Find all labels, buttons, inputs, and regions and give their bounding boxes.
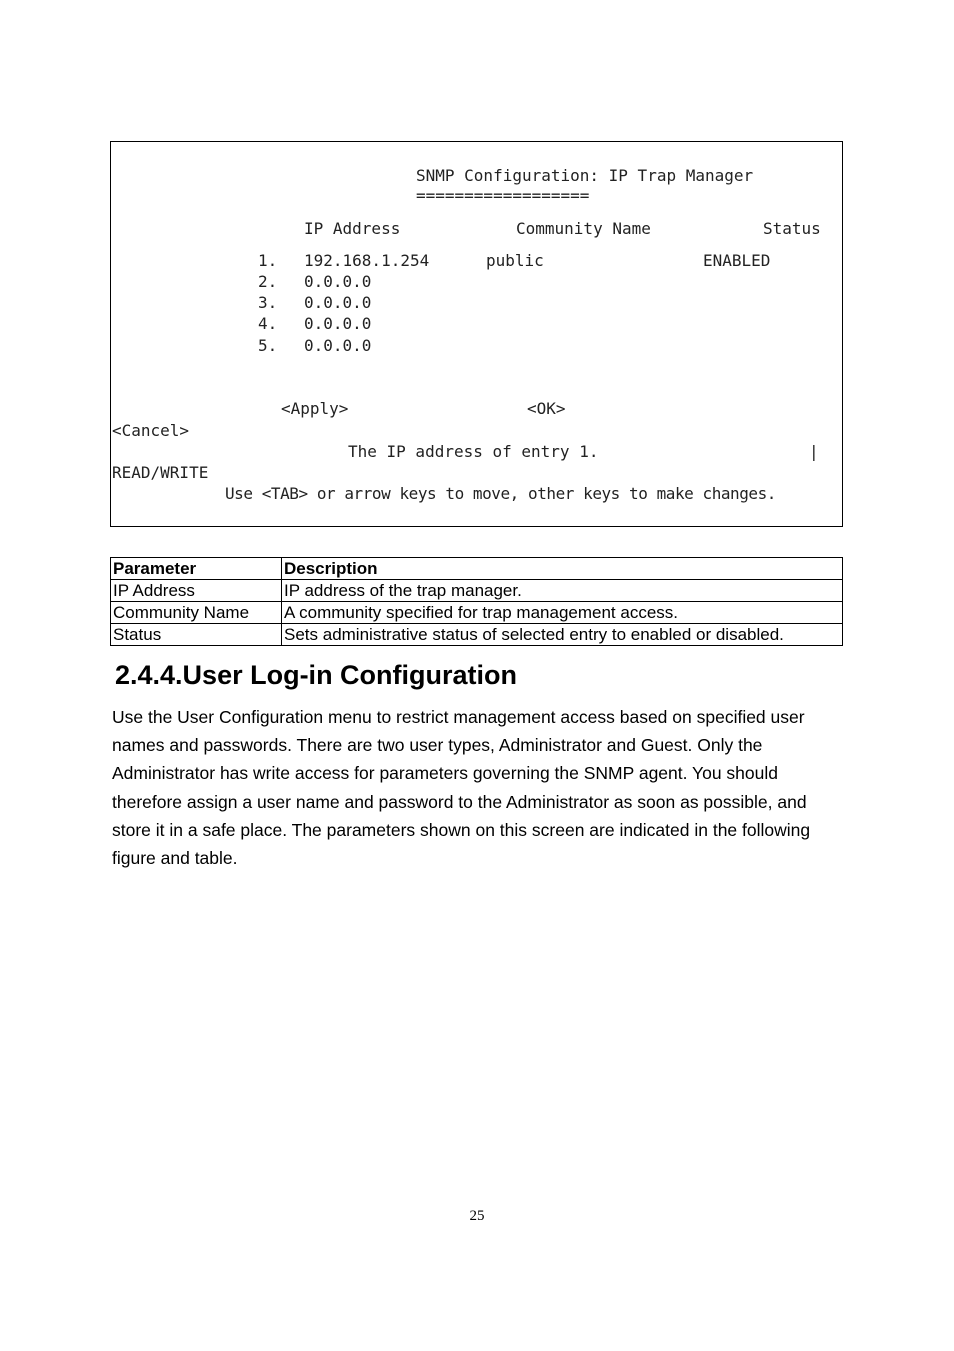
entry-number: 4. [258, 314, 278, 333]
entry-row-5[interactable] [111, 337, 844, 357]
apply-button[interactable]: <Apply> [281, 399, 349, 418]
entry-ip-field[interactable]: 192.168.1.254 [304, 251, 430, 270]
entry-row-3[interactable] [111, 294, 844, 314]
entry-row-2[interactable] [111, 273, 844, 293]
header-status: Status [763, 219, 821, 238]
entry-number: 1. [258, 251, 278, 270]
section-heading: 2.4.4.User Log-in Configuration [115, 660, 518, 690]
table-row [111, 580, 843, 602]
table-row [111, 602, 843, 624]
header-community-name: Community Name [516, 219, 651, 238]
status-separator: | [809, 442, 819, 461]
column-header: Parameter [111, 558, 282, 580]
key-hint: Use <TAB> or arrow keys to move, other keys to make changes. [225, 484, 776, 503]
parameter-cell: Community Name [111, 602, 282, 624]
entry-number: 2. [258, 272, 278, 291]
parameter-cell: Status [111, 624, 282, 646]
description-cell: A community specified for trap management access. [282, 602, 843, 624]
title-underline: ================== [416, 186, 590, 205]
entry-ip-field[interactable]: 0.0.0.0 [304, 272, 372, 291]
entry-number: 5. [258, 336, 278, 355]
header-ip-address: IP Address [304, 219, 401, 238]
description-cell: IP address of the trap manager. [282, 580, 843, 602]
parameter-cell: IP Address [111, 580, 282, 602]
column-header: Description [282, 558, 843, 580]
entry-status-field[interactable]: ENABLED [703, 251, 771, 270]
terminal-screen [110, 141, 843, 527]
entry-row-1[interactable] [111, 252, 844, 272]
entry-community-field[interactable]: public [486, 251, 544, 270]
screen-title: SNMP Configuration: IP Trap Manager [416, 166, 754, 185]
ok-button[interactable]: <OK> [527, 399, 566, 418]
access-mode: READ/WRITE [112, 463, 209, 482]
entry-ip-field[interactable]: 0.0.0.0 [304, 336, 372, 355]
page-number: 25 [469, 1208, 485, 1224]
section-body-text: Use the User Configuration menu to restrict management access based on specified user names and passwords. There are two user types, Administrator and Guest. Only the Administrator has write access for parameters governing the SNMP agent. You should therefore assign a user name and password to the Administrator as soon as possible, and store it in a safe place. The parameters shown on this screen are indicated in the following figure and table. [112, 707, 811, 869]
cancel-button[interactable]: <Cancel> [112, 421, 190, 440]
entry-ip-field[interactable]: 0.0.0.0 [304, 293, 372, 312]
entry-row-4[interactable] [111, 315, 844, 335]
entry-ip-field[interactable]: 0.0.0.0 [304, 314, 372, 333]
table-header-row [111, 558, 843, 580]
table-row [111, 624, 843, 646]
help-text: The IP address of entry 1. [348, 442, 599, 461]
entry-number: 3. [258, 293, 278, 312]
parameter-table [110, 557, 843, 646]
description-cell: Sets administrative status of selected entry to enabled or disabled. [282, 624, 843, 646]
